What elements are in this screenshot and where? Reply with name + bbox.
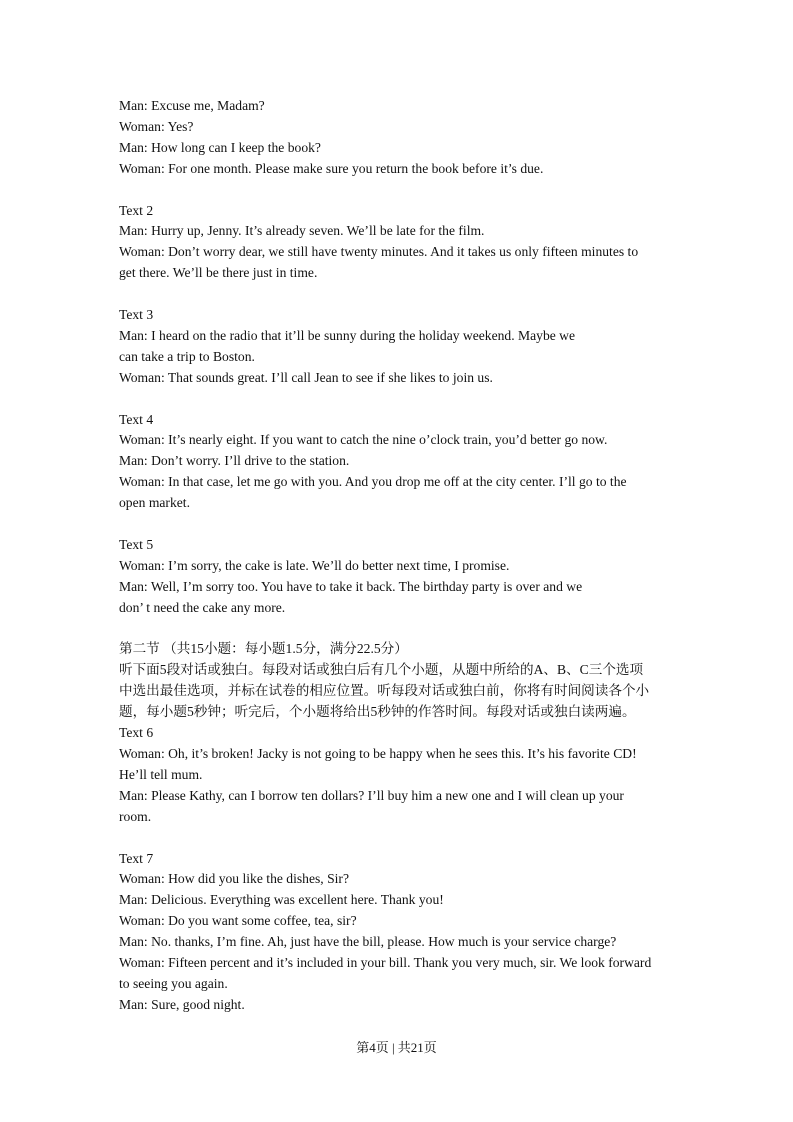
text-line: get there. We’ll be there just in time. [119,265,318,281]
text-line: Woman: Fifteen percent and it’s included in your bill. Thank you very much, sir. We look forward [119,955,652,971]
text-line: can take a trip to Boston. [119,348,255,364]
text-line: He’ll tell mum. [119,766,203,782]
section-heading: Text 7 [119,850,154,866]
text-line: don’ t need the cake any more. [119,599,286,615]
section-heading: Text 4 [119,411,154,427]
text-line: Woman: Yes? [119,118,194,134]
dialogue-block-text-5 [119,535,679,619]
section-two-heading: 第二节 （共15小题：每小题1.5分，满分22.5分） [119,641,408,657]
paragraph-gap [119,284,679,305]
section-heading: Text 3 [119,307,154,323]
text-line: Woman: I’m sorry, the cake is late. We’ll do better next time, I promise. [119,557,510,573]
text-line: Man: Please Kathy, can I borrow ten dollars? I’ll buy him a new one and I will clean up your [119,787,624,803]
text-line: Woman: In that case, let me go with you. And you drop me off at the city center. I’ll go to the [119,474,627,490]
instruction-line: 题，每小题5秒钟；听完后，个小题将给出5秒钟的作答时间。每段对话或独白读两遍。 [119,704,636,720]
text-line: Man: Delicious. Everything was excellent here. Thank you! [119,892,444,908]
paragraph-gap [119,180,679,201]
text-line: Man: How long can I keep the book? [119,139,321,155]
paragraph-gap [119,828,679,849]
section-heading: Text 2 [119,202,154,218]
text-line: open market. [119,495,190,511]
dialogue-block-text-2 [119,201,679,285]
section-heading: Text 6 [119,725,154,741]
text-line: Woman: It’s nearly eight. If you want to catch the nine o’clock train, you’d better go now. [119,432,608,448]
dialogue-block-text-7 [119,849,679,1016]
text-line: Man: I heard on the radio that it’ll be sunny during the holiday weekend. Maybe we [119,327,576,343]
text-line: Man: Hurry up, Jenny. It’s already seven. We’ll be late for the film. [119,223,485,239]
text-line: Woman: For one month. Please make sure you return the book before it’s due. [119,160,544,176]
paragraph-gap [119,389,679,410]
text-line: Man: Don’t worry. I’ll drive to the station. [119,453,350,469]
dialogue-block-1 [119,96,679,180]
text-line: Woman: How did you like the dishes, Sir? [119,871,349,887]
text-line: Woman: Do you want some coffee, tea, sir? [119,913,357,929]
instruction-line: 听下面5段对话或独白。每段对话或独白后有几个小题，从题中所给的A、B、C三个选项 [119,662,644,678]
paragraph-gap [119,514,679,535]
dialogue-block-text-4 [119,410,679,515]
text-line: Man: Well, I’m sorry too. You have to take it back. The birthday party is over and we [119,578,583,594]
page-footer: 第4页 | 共21页 [356,1040,437,1055]
document-body [119,96,679,1016]
paragraph-gap [119,619,679,640]
section-two-block [119,639,679,827]
text-line: Woman: That sounds great. I’ll call Jean to see if she likes to join us. [119,369,493,385]
instruction-line: 中选出最佳选项，并标在试卷的相应位置。听每段对话或独白前，你将有时间阅读各个小 [119,683,650,699]
text-line: Man: Sure, good night. [119,996,245,1012]
text-line: Woman: Oh, it’s broken! Jacky is not going to be happy when he sees this. It’s his favorite CD! [119,746,637,762]
text-line: Woman: Don’t worry dear, we still have twenty minutes. And it takes us only fifteen minutes to [119,244,639,260]
dialogue-block-text-3 [119,305,679,389]
text-line: room. [119,808,152,824]
text-line: Man: Excuse me, Madam? [119,98,265,113]
text-line: Man: No. thanks, I’m fine. Ah, just have the bill, please. How much is your service charge? [119,934,617,950]
section-heading: Text 5 [119,536,154,552]
text-line: to seeing you again. [119,975,228,991]
